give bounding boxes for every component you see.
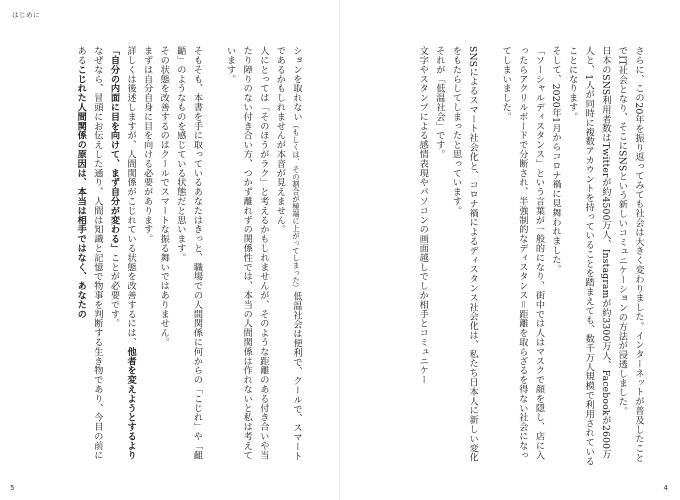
right-page <box>340 0 680 500</box>
paragraph: さらに、この20年を振り返ってみても社会は大きく変わりました。インターネットが普及したことでIT社会となり、そこにSNSという新しいコミュニケーションの方法が浸透しました。 <box>616 46 644 463</box>
page-number-left: 5 <box>10 484 15 492</box>
paragraph-text: ションを取れない <box>291 46 302 122</box>
page-gutter <box>339 0 340 500</box>
parenthetical-note: （もしくは、その割合が極端に上がってしまった） <box>292 121 301 292</box>
paragraph-text: なぜなら、冒頭にお伝えした通り、人間は知識と記憶で物事を判断する生き物であり、今目の前にある <box>75 46 103 460</box>
paragraph: 「ソーシャルディスタンス」という言葉が一般的になり、街中では人はマスクで顔を隠し、店に入ったらアクリルボードで分断され、半強制的なディスタンス＝距離を取らざるを得ない社会になってしまいました。 <box>500 46 545 460</box>
paragraph: その状態を改善するのはクールでスマートな振る舞いではありません。 <box>158 46 170 347</box>
page-number-right: 4 <box>663 484 668 492</box>
paragraph: そして、2020年1月からコロナ禍に見舞われました。 <box>550 46 562 274</box>
paragraph: 人にとっては「そのほうがラク」と考えるかもしれませんが、そのような距離のある付き合いや当たり障りのない付き合い方、つかず離れずの関係性では、本当の人間関係は作れないと私は考えています。 <box>224 46 269 460</box>
blank-line <box>204 46 221 466</box>
emphasis-text: こじれた人間関係の原因は、本当は相手ではなく、あなたの <box>75 64 87 319</box>
running-head: はじめに <box>12 11 40 19</box>
paragraph <box>271 46 304 466</box>
paragraph: 日本のSNS利用者数はTwitterが約4500万人、Instagramが約3300万人、Facebookが2600万人と、1人が同時に複数アカウントを持っていることを踏まえても、数千万人規模で利用されていることになります。 <box>566 46 611 466</box>
paragraph: 文字やスタンプによる感情表現やパソコンの画面越しでしか相手とコミュニケー <box>417 46 429 385</box>
paragraph: そもそも、本書を手に取っているあなたはきっと、職場での人間関係に何からの「こじれ」や「齟齬」のようなものを感じている状態だと思います。 <box>174 46 203 460</box>
blank-line <box>480 46 497 466</box>
emphasis-text: 他者を変えようとするより「自分の内面に目を向けて、まず自分が変わる」 <box>108 46 137 460</box>
paragraph: それが「低温社会」です。 <box>433 46 445 159</box>
paragraph-text: 詳しくは後述しますが、人間関係がこじれている状態を改善するには、 <box>125 46 137 347</box>
left-page-body <box>4 46 304 466</box>
paragraph: まずは自分自身に目を向ける必要があります。 <box>141 46 153 244</box>
paragraph <box>72 46 105 466</box>
paragraph: SNSによるスマート社会化と、コロナ禍によるディスタンス社会化は、私たち日本人に新しい変化をもたらしてしまったと思っています。 <box>450 46 479 463</box>
right-page-body <box>350 46 646 466</box>
paragraph-text: ことが必要です。 <box>108 252 120 329</box>
paragraph <box>105 46 138 466</box>
paragraph-text: 低温社会は便利で、クールで、スマートであるかもしれませんが本音が見えません。 <box>274 46 302 461</box>
